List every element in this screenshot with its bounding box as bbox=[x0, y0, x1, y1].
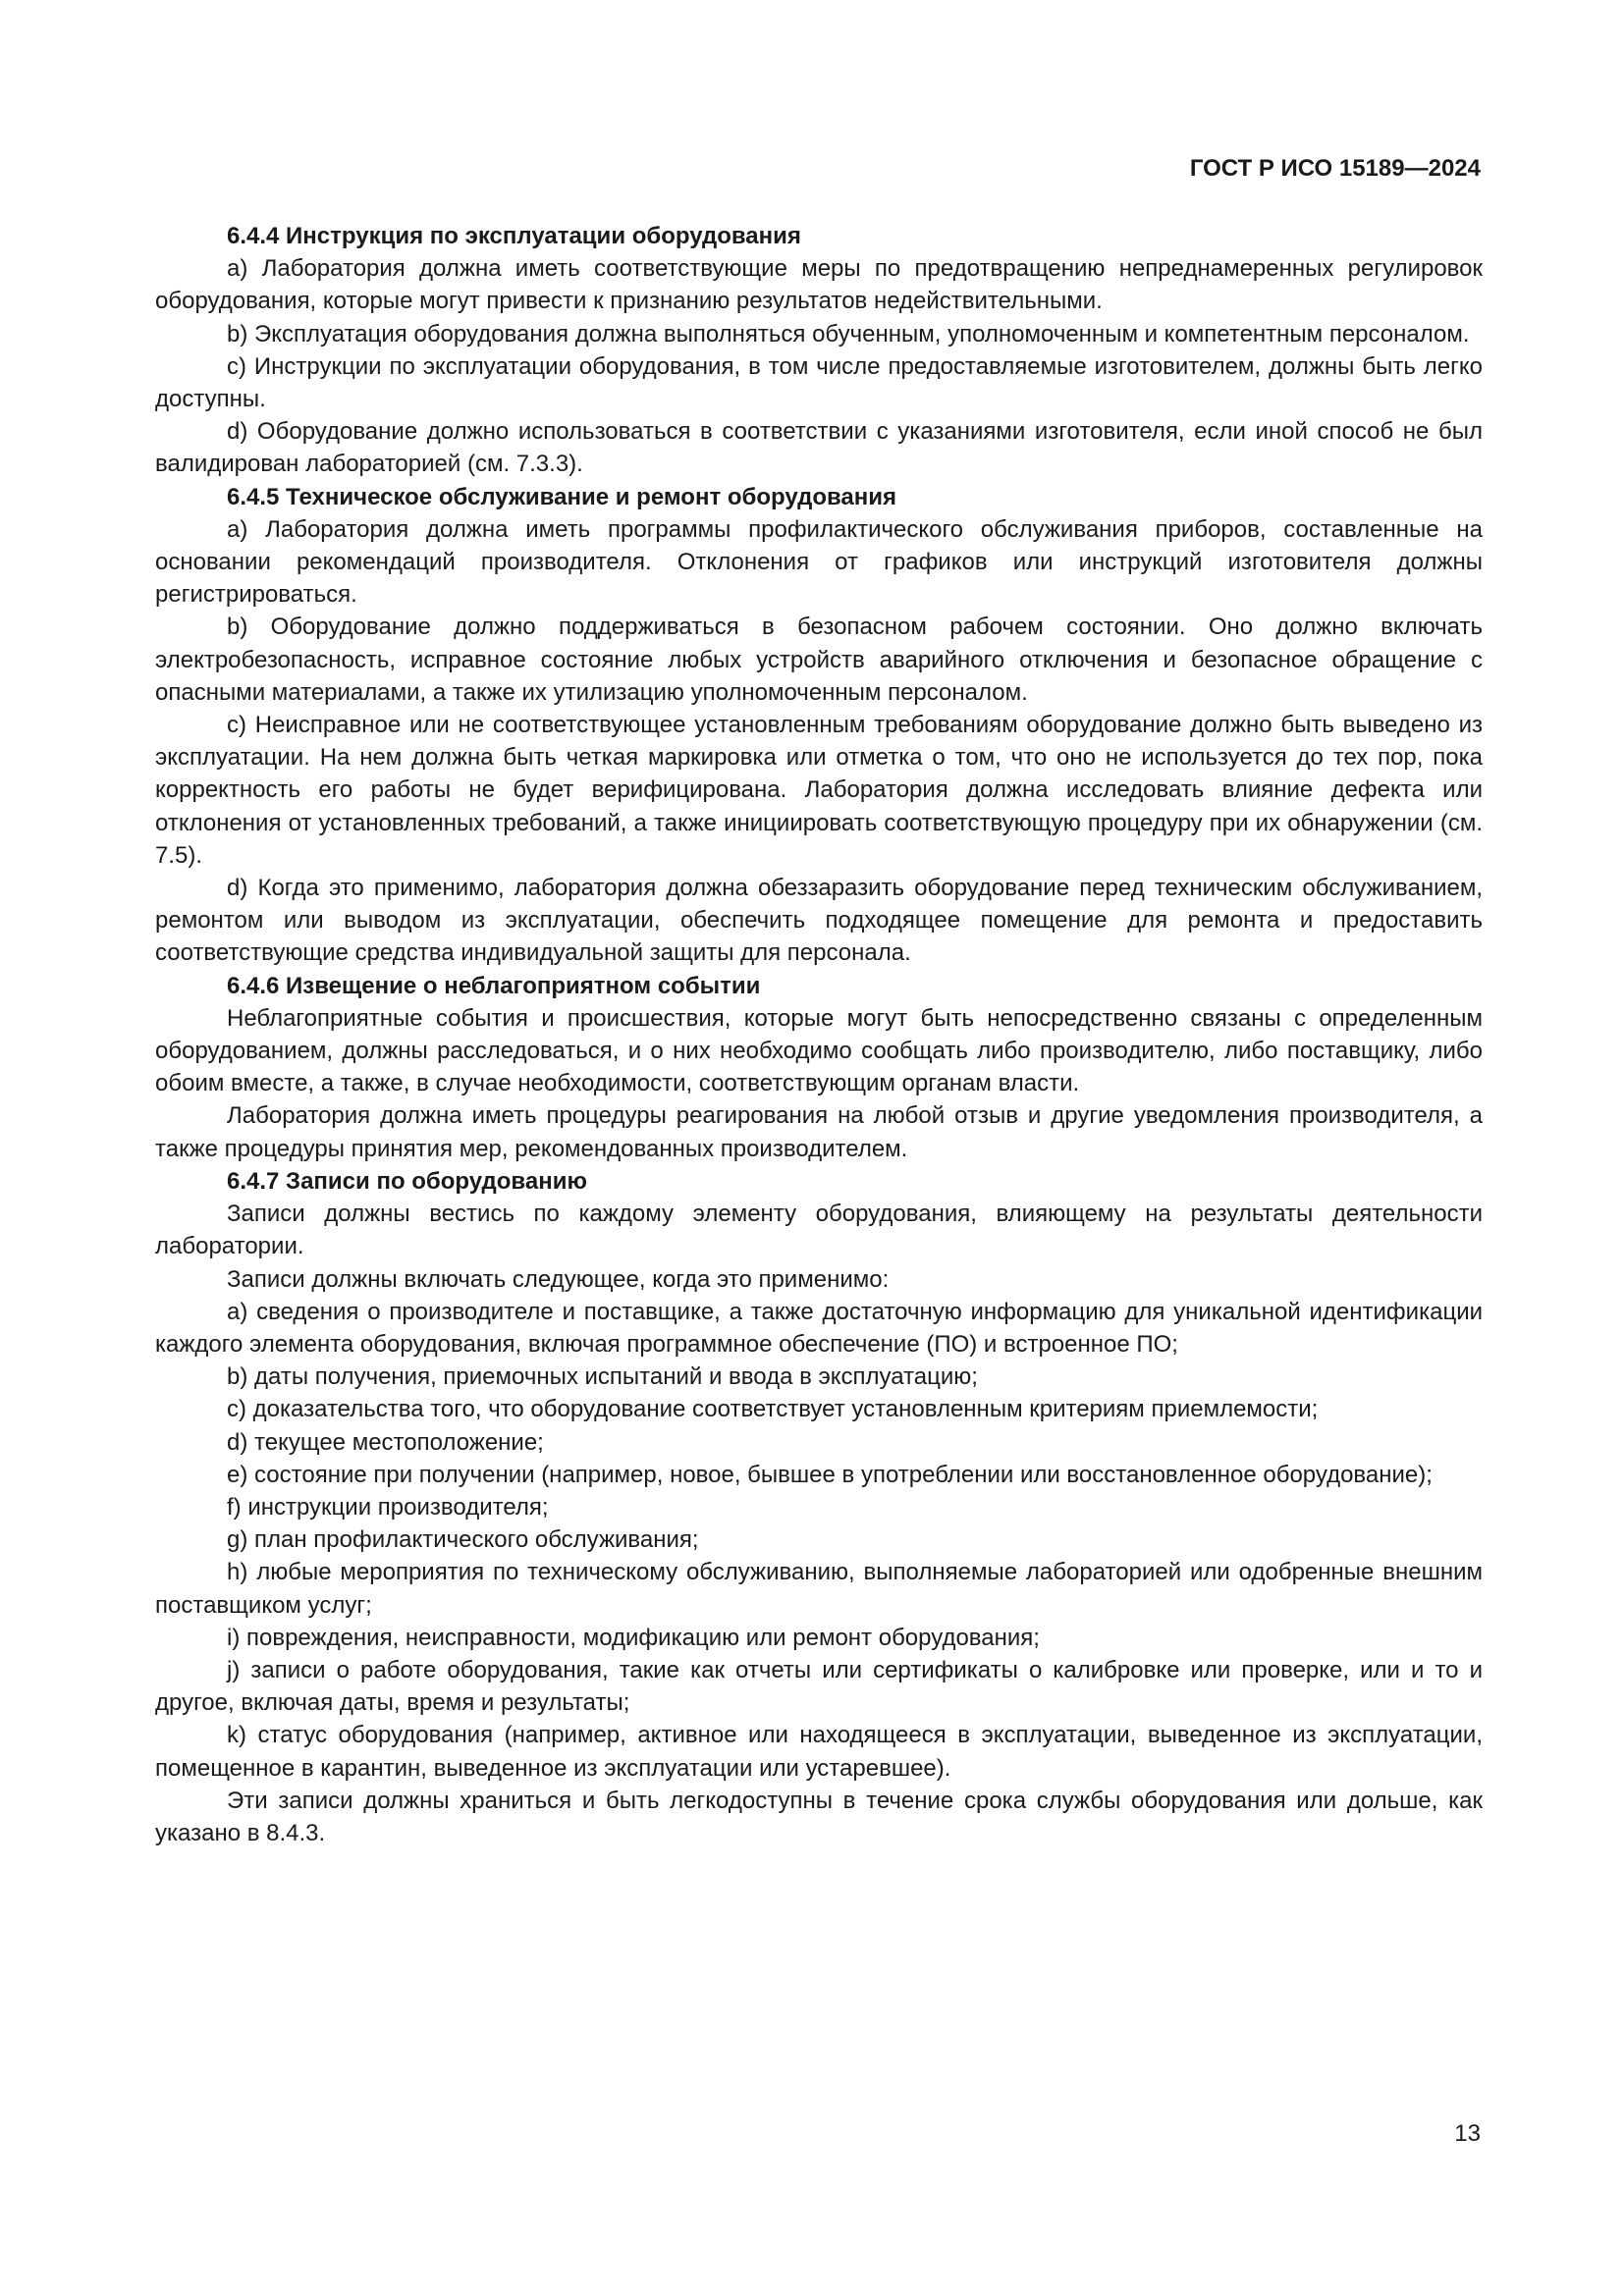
paragraph: b) Оборудование должно поддерживаться в безопасном рабочем состоянии. Оно должно включать электробезопасность, исправное состояние любых устройств аварийного отключения и безопасное обращение с опасными материалами, а также их утилизацию уполномоченным персоналом. bbox=[155, 614, 1483, 706]
paragraph: Записи должны вестись по каждому элементу оборудования, влияющему на результаты деятельности лаборатории. bbox=[155, 1201, 1483, 1260]
paragraph: Эти записи должны храниться и быть легкодоступны в течение срока службы оборудования или дольше, как указано в 8.4.3. bbox=[155, 1787, 1483, 1846]
paragraph: Неблагоприятные события и происшествия, которые могут быть непосредственно связаны с определенным оборудованием, должны расследоваться, и о них необходимо сообщать либо производителю, либо поставщику, либо обоим вместе, а также, в случае необходимости, соответствующим органам власти. bbox=[155, 1004, 1483, 1097]
section-heading-6-4-6: 6.4.6 Извещение о неблагоприятном событии bbox=[227, 972, 761, 999]
document-body bbox=[155, 220, 1483, 1849]
paragraph: Записи должны включать следующее, когда это применимо: bbox=[227, 1265, 890, 1293]
paragraph: a) Лаборатория должна иметь программы профилактического обслуживания приборов, составленные на основании рекомендаций производителя. Отклонения от графиков или инструкций изготовителя должны регистрироваться. bbox=[155, 515, 1483, 609]
document-header: ГОСТ Р ИСО 15189—2024 bbox=[1189, 155, 1481, 182]
list-item: a) сведения о производителе и поставщике, а также достаточную информацию для уникальной идентификации каждого элемента оборудования, включая программное обеспечение (ПО) и встроенное ПО; bbox=[155, 1298, 1483, 1358]
list-item: c) доказательства того, что оборудование соответствует установленным критериям приемлемости; bbox=[227, 1396, 1319, 1423]
list-item: d) текущее местоположение; bbox=[227, 1428, 544, 1456]
list-item: i) повреждения, неисправности, модификацию или ремонт оборудования; bbox=[227, 1624, 1040, 1651]
list-item: f) инструкции производителя; bbox=[227, 1493, 549, 1521]
paragraph: c) Инструкции по эксплуатации оборудования, в том числе предоставляемые изготовителем, должны быть легко доступны. bbox=[155, 352, 1483, 413]
list-item: h) любые мероприятия по техническому обслуживанию, выполняемые лабораторией или одобренные внешним поставщиком услуг; bbox=[155, 1559, 1483, 1619]
section-heading-6-4-7: 6.4.7 Записи по оборудованию bbox=[227, 1167, 587, 1195]
paragraph: c) Неисправное или не соответствующее установленным требованиям оборудование должно быть выведено из эксплуатации. На нем должна быть четкая маркировка или отметка о том, что оно не используется до тех пор, пока корректность его работы не будет верифицирована. Лаборатория должна исследовать влияние дефекта или отклонения от установленных требований, а также инициировать соответствующую процедуру при их обнаружении (см. 7.5). bbox=[155, 712, 1483, 869]
paragraph: d) Когда это применимо, лаборатория должна обеззаразить оборудование перед техническим обслуживанием, ремонтом или выводом из эксплуатации, обеспечить подходящее помещение для ремонта и предоставить соответствующие средства индивидуальной защиты для персонала. bbox=[155, 875, 1483, 967]
list-item: k) статус оборудования (например, активное или находящееся в эксплуатации, выведенное из эксплуатации, помещенное в карантин, выведенное из эксплуатации или устаревшее). bbox=[155, 1722, 1483, 1782]
paragraph: Лаборатория должна иметь процедуры реагирования на любой отзыв и другие уведомления производителя, а также процедуры принятия мер, рекомендованных производителем. bbox=[155, 1102, 1483, 1162]
paragraph: d) Оборудование должно использоваться в соответствии с указаниями изготовителя, если иной способ не был валидирован лабораторией (см. 7.3.3). bbox=[155, 418, 1483, 478]
list-item: b) даты получения, приемочных испытаний и ввода в эксплуатацию; bbox=[227, 1363, 978, 1391]
list-item: e) состояние при получении (например, новое, бывшее в употреблении или восстановленное оборудование); bbox=[227, 1461, 1433, 1488]
list-item: g) план профилактического обслуживания; bbox=[227, 1526, 699, 1554]
page-number: 13 bbox=[1454, 2120, 1481, 2147]
section-heading-6-4-4: 6.4.4 Инструкция по эксплуатации оборудования bbox=[227, 223, 801, 249]
paragraph: b) Эксплуатация оборудования должна выполняться обученным, уполномоченным и компетентным персоналом. bbox=[227, 320, 1470, 347]
paragraph: a) Лаборатория должна иметь соответствующие меры по предотвращению непреднамеренных регулировок оборудования, которые могут привести к признанию результатов недействительными. bbox=[155, 255, 1483, 315]
list-item: j) записи о работе оборудования, такие как отчеты или сертификаты о калибровке или проверке, или и то и другое, включая даты, время и результаты; bbox=[155, 1656, 1483, 1717]
section-heading-6-4-5: 6.4.5 Техническое обслуживание и ремонт оборудования bbox=[227, 483, 897, 510]
